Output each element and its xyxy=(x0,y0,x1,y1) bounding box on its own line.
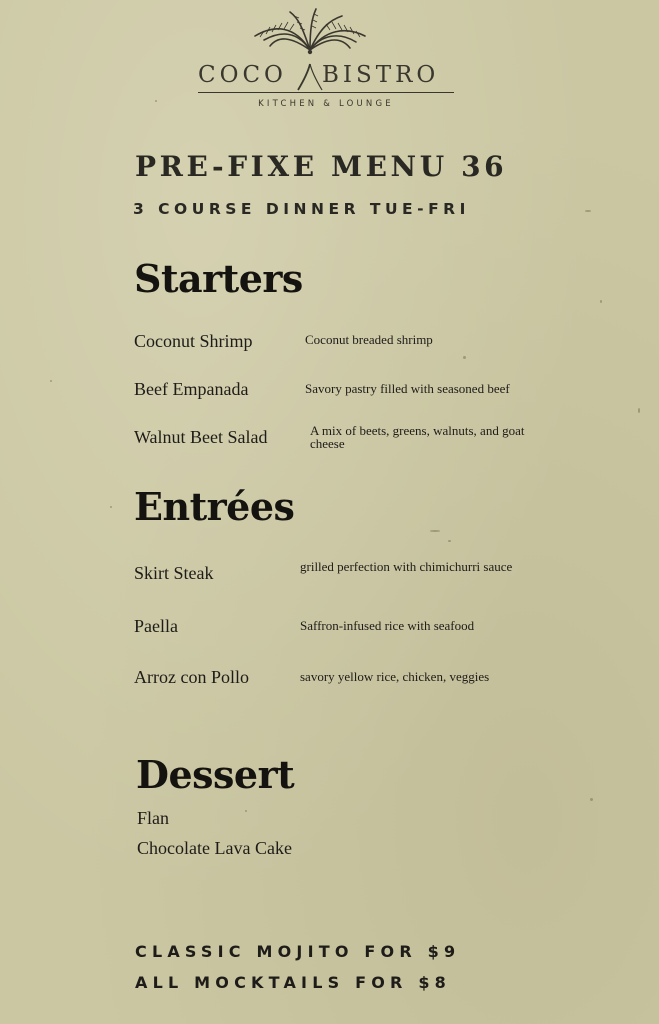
entree-item-desc: grilled perfection with chimichurri sauce xyxy=(300,559,513,574)
entree-item-desc: Saffron-infused rice with seafood xyxy=(300,618,475,633)
menu-subtitle: 3 COURSE DINNER TUE-FRI xyxy=(133,200,470,218)
paper-speck xyxy=(110,506,112,508)
entree-item-name: Skirt Steak xyxy=(134,563,214,583)
dessert-item: Chocolate Lava Cake xyxy=(137,838,292,858)
logo-divider xyxy=(198,92,454,93)
starter-item-name: Walnut Beet Salad xyxy=(134,427,268,447)
drink-offer: ALL MOCKTAILS FOR $8 xyxy=(135,973,451,992)
section-title-dessert: Dessert xyxy=(136,752,295,797)
paper-speck xyxy=(600,300,602,303)
paper-speck xyxy=(245,810,247,812)
logo-tagline: KITCHEN & LOUNGE xyxy=(258,99,394,109)
starter-item-desc: Coconut breaded shrimp xyxy=(305,332,433,347)
paper-speck xyxy=(155,100,157,102)
starter-item-desc: Savory pastry filled with seasoned beef xyxy=(305,381,510,396)
starter-item-name: Beef Empanada xyxy=(134,379,249,399)
paper-speck xyxy=(448,540,451,542)
entree-item-desc: savory yellow rice, chicken, veggies xyxy=(300,669,490,684)
paper-speck xyxy=(585,210,591,212)
logo-palm-trunk-icon xyxy=(296,62,324,92)
entree-item-name: Paella xyxy=(134,616,178,636)
entree-item-name: Arroz con Pollo xyxy=(134,667,249,687)
palm-leaf-icon xyxy=(250,6,370,58)
paper-speck xyxy=(430,530,440,532)
section-title-entrees: Entrées xyxy=(134,484,295,529)
menu-title: PRE-FIXE MENU 36 xyxy=(135,150,508,183)
drink-offer: CLASSIC MOJITO FOR $9 xyxy=(135,942,461,961)
paper-speck xyxy=(50,380,52,382)
logo-name-left: COCO xyxy=(198,62,287,88)
logo-name-right: BISTRO xyxy=(322,62,440,88)
starter-item-name: Coconut Shrimp xyxy=(134,331,253,351)
paper-speck xyxy=(463,356,466,359)
paper-speck xyxy=(590,798,593,801)
section-title-starters: Starters xyxy=(134,256,303,301)
paper-speck xyxy=(638,408,640,413)
dessert-item: Flan xyxy=(137,808,170,828)
starter-item-desc: A mix of beets, greens, walnuts, and goat cheese xyxy=(310,423,525,451)
